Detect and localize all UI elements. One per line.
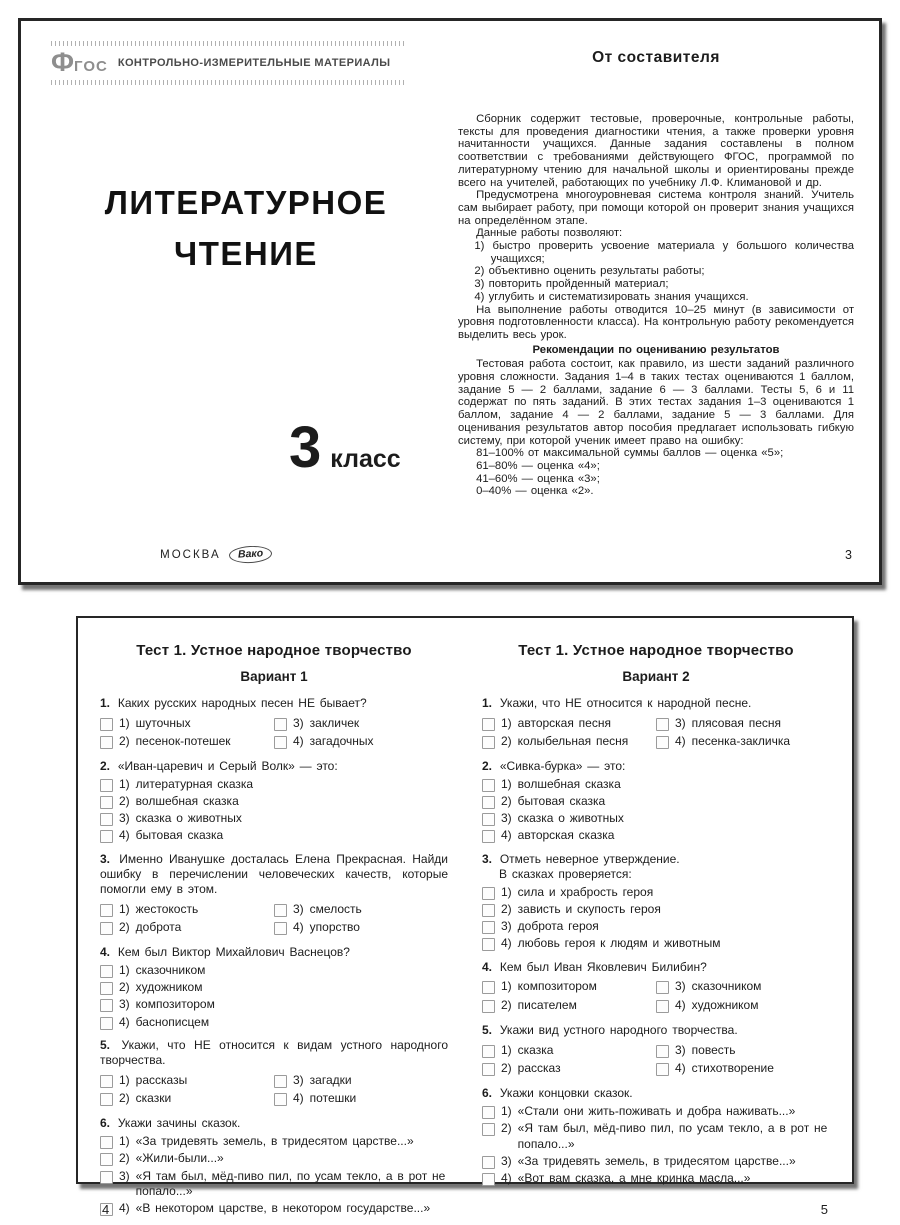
answer-option	[100, 811, 448, 827]
answer-checkbox[interactable]	[100, 813, 113, 826]
preface-paragraph: 4) углубить и систематизировать знания учащихся.	[474, 290, 749, 303]
question-text: 2. «Сивка-бурка» — это:	[482, 759, 626, 774]
question-number: 1.	[100, 696, 111, 710]
ruler-bottom-decoration	[51, 80, 407, 85]
answer-checkbox[interactable]	[100, 1093, 113, 1106]
answer-checkbox[interactable]	[482, 1123, 495, 1136]
preface-paragraph: 3) повторить пройденный материал;	[474, 278, 669, 291]
answer-checkbox[interactable]	[100, 796, 113, 809]
answer-checkbox[interactable]	[274, 904, 287, 917]
answer-checkbox[interactable]	[482, 1156, 495, 1169]
option-group	[100, 1071, 448, 1108]
option-label: бытовая сказка	[135, 828, 224, 843]
question-text: 4. Кем был Иван Яковлевич Билибин?	[482, 959, 707, 974]
option-number: 4)	[675, 998, 686, 1013]
option-label: композитором	[135, 997, 215, 1012]
answer-option	[100, 997, 448, 1013]
option-group	[100, 714, 448, 751]
answer-checkbox[interactable]	[482, 830, 495, 843]
answer-option	[482, 1061, 656, 1077]
preface-paragraph: 2) объективно оценить результаты работы;	[474, 265, 705, 278]
question	[100, 1038, 448, 1108]
option-group	[482, 1041, 830, 1078]
question-number: 1.	[482, 696, 493, 710]
option-label: «Вот вам сказка, а мне кринка масла...»	[517, 1171, 751, 1186]
option-label: потешки	[309, 1091, 357, 1106]
option-number: 4)	[675, 734, 686, 749]
answer-checkbox[interactable]	[100, 830, 113, 843]
option-number: 2)	[119, 920, 130, 935]
option-number: 2)	[501, 998, 512, 1013]
answer-checkbox[interactable]	[274, 1093, 287, 1106]
answer-checkbox[interactable]	[656, 718, 669, 731]
answer-option	[656, 1061, 830, 1077]
answer-option	[656, 998, 830, 1014]
answer-option	[100, 1169, 448, 1200]
option-label: доброта героя	[517, 919, 599, 934]
option-label: повесть	[691, 1042, 736, 1057]
answer-checkbox[interactable]	[274, 922, 287, 935]
preface-subheading: Рекомендации по оцениванию результатов	[532, 343, 780, 356]
option-number: 1)	[501, 885, 512, 900]
option-number: 3)	[675, 715, 686, 730]
option-group	[100, 777, 448, 844]
answer-option	[100, 1091, 274, 1107]
question	[100, 852, 448, 937]
answer-option	[100, 1134, 448, 1150]
option-number: 3)	[293, 715, 304, 730]
option-label: смелость	[309, 901, 362, 916]
preface-paragraph: 1) быстро проверить усвоение материала у большого количества учащихся;	[474, 240, 854, 265]
question-text: 6. Укажи зачины сказок.	[100, 1116, 241, 1131]
question-text: 2. «Иван-царевич и Серый Волк» — это:	[100, 759, 338, 774]
preface-paragraph: Данные работы позволяют:	[476, 227, 623, 240]
preface-paragraph: На выполнение работы отводится 10–25 минут (в зависимости от уровня подготовленности класса). На контрольную работу рекомендуется выделить весь урок.	[458, 303, 854, 341]
question	[100, 696, 448, 751]
option-number: 4)	[119, 1201, 130, 1216]
question	[482, 852, 830, 952]
answer-checkbox[interactable]	[482, 981, 495, 994]
option-group	[482, 1104, 830, 1186]
answer-option	[100, 1015, 448, 1031]
list-item-number: 3)	[474, 278, 485, 291]
list-item-number: 4)	[474, 290, 485, 303]
test-column	[100, 642, 448, 1225]
answer-checkbox[interactable]	[482, 1106, 495, 1119]
answer-checkbox[interactable]	[100, 1136, 113, 1149]
option-label: сказочником	[691, 979, 762, 994]
answer-checkbox[interactable]	[100, 904, 113, 917]
option-group	[100, 1134, 448, 1216]
answer-option	[482, 1043, 656, 1059]
answer-checkbox[interactable]	[100, 718, 113, 731]
option-number: 1)	[501, 979, 512, 994]
option-number: 4)	[293, 1091, 304, 1106]
answer-option	[482, 1104, 830, 1120]
answer-option	[482, 811, 830, 827]
option-number: 1)	[501, 1104, 512, 1119]
test-title: Тест 1. Устное народное творчество	[136, 642, 412, 659]
question	[100, 1116, 448, 1216]
option-number: 4)	[293, 734, 304, 749]
option-label: песенка-закличка	[691, 734, 791, 749]
variant-label: Вариант 2	[622, 669, 690, 684]
answer-checkbox[interactable]	[656, 1000, 669, 1013]
question-text: 5. Укажи, что НЕ относится к видам устного народного творчества.	[100, 1038, 448, 1068]
fgos-logo: ФГОС	[51, 47, 108, 77]
answer-option	[100, 920, 274, 936]
answer-option	[100, 963, 448, 979]
page-number: 3	[845, 548, 852, 562]
answer-option	[274, 734, 448, 750]
variant-label: Вариант 1	[240, 669, 308, 684]
answer-checkbox[interactable]	[100, 1153, 113, 1166]
answer-option	[656, 979, 830, 995]
option-number: 1)	[119, 1072, 130, 1087]
option-label: волшебная сказка	[517, 777, 621, 792]
answer-option	[482, 919, 830, 935]
answer-option	[482, 885, 830, 901]
answer-checkbox[interactable]	[482, 718, 495, 731]
answer-option	[100, 902, 274, 918]
question-text: 4. Кем был Виктор Михайлович Васнецов?	[100, 945, 350, 960]
answer-option	[274, 902, 448, 918]
option-number: 2)	[501, 794, 512, 809]
answer-option	[482, 828, 830, 844]
question	[100, 759, 448, 844]
question-text: 3. Именно Иванушке досталась Елена Прекрасная. Найди ошибку в перечислении человеческих качеств, которые помогли ему в этом.	[100, 852, 448, 897]
answer-checkbox[interactable]	[482, 887, 495, 900]
preface-paragraph: Предусмотрена многоуровневая система контроля знаний. Учитель сам выбирает работу, при помощи которой он проверит знания учащихся на определённом этапе.	[458, 189, 854, 227]
answer-checkbox[interactable]	[482, 1045, 495, 1058]
option-label: авторская сказка	[517, 828, 615, 843]
option-number: 3)	[119, 1168, 130, 1183]
option-number: 1)	[119, 1134, 130, 1149]
option-number: 2)	[119, 794, 130, 809]
question	[482, 960, 830, 1015]
option-number: 3)	[675, 979, 686, 994]
answer-option	[482, 1171, 830, 1187]
question-text: 6. Укажи концовки сказок.	[482, 1086, 633, 1101]
answer-checkbox[interactable]	[482, 779, 495, 792]
book-title-line2: ЧТЕНИЕ	[174, 235, 318, 273]
option-number: 4)	[501, 828, 512, 843]
grading-scale-line: 41–60% — оценка «3»;	[476, 472, 600, 485]
option-label: «Жили-были...»	[135, 1151, 224, 1166]
preface-body	[458, 113, 854, 498]
option-label: сказка о животных	[517, 811, 624, 826]
question-list	[482, 696, 830, 1187]
imprint-line	[51, 546, 381, 563]
answer-checkbox[interactable]	[656, 736, 669, 749]
question	[482, 1023, 830, 1078]
option-number: 2)	[501, 902, 512, 917]
option-label: писателем	[517, 998, 577, 1013]
option-label: сказочником	[135, 963, 206, 978]
preface-heading: От составителя	[592, 49, 720, 66]
cover-spread-page	[18, 18, 882, 585]
question-number: 4.	[482, 959, 493, 974]
answer-checkbox[interactable]	[100, 965, 113, 978]
option-number: 3)	[293, 901, 304, 916]
option-label: загадочных	[309, 734, 374, 749]
answer-checkbox[interactable]	[482, 904, 495, 917]
option-number: 4)	[119, 828, 130, 843]
question	[482, 1086, 830, 1186]
option-label: художником	[135, 980, 203, 995]
option-label: упорство	[309, 920, 360, 935]
option-label: «В некотором царстве, в некотором государстве...»	[135, 1201, 431, 1216]
page-number: 5	[820, 1201, 828, 1217]
test-column	[482, 642, 830, 1225]
option-label: загадки	[309, 1072, 352, 1087]
option-number: 1)	[119, 777, 130, 792]
answer-option	[274, 716, 448, 732]
option-number: 2)	[119, 1091, 130, 1106]
answer-checkbox[interactable]	[100, 922, 113, 935]
option-group	[482, 777, 830, 844]
option-label: зависть и скупость героя	[517, 902, 661, 917]
answer-checkbox[interactable]	[100, 1075, 113, 1088]
answer-option	[274, 1091, 448, 1107]
answer-option	[100, 794, 448, 810]
option-label: композитором	[517, 979, 597, 994]
answer-option	[100, 1201, 448, 1217]
grading-scale-line: 0–40% — оценка «2».	[476, 485, 594, 498]
answer-option	[100, 1073, 274, 1089]
answer-option	[100, 980, 448, 996]
option-label: «Стали они жить-поживать и добра наживать...»	[517, 1104, 796, 1119]
option-label: художником	[691, 998, 759, 1013]
answer-checkbox[interactable]	[656, 981, 669, 994]
option-number: 4)	[501, 1171, 512, 1186]
question-number: 6.	[100, 1116, 111, 1131]
option-label: любовь героя к людям и животным	[517, 936, 721, 951]
answer-checkbox[interactable]	[482, 736, 495, 749]
test-spread-page	[76, 616, 854, 1217]
option-label: «Я там был, мёд-пиво пил, по усам текло, а в рот не попало...»	[517, 1121, 828, 1151]
option-number: 3)	[293, 1072, 304, 1087]
answer-option	[100, 1151, 448, 1167]
option-label: сказки	[135, 1091, 172, 1106]
book-title-line1: ЛИТЕРАТУРНОЕ	[104, 184, 388, 221]
answer-checkbox[interactable]	[656, 1045, 669, 1058]
question	[482, 759, 830, 844]
option-label: «Я там был, мёд-пиво пил, по усам текло, а в рот не попало...»	[135, 1168, 446, 1199]
question	[482, 696, 830, 751]
option-label: «За тридевять земель, в тридесятом царстве...»	[517, 1154, 796, 1169]
question-number: 3.	[100, 852, 111, 867]
answer-option	[656, 716, 830, 732]
preface-paragraph: Тестовая работа состоит, как правило, из шести заданий различного уровня сложности. Задания 1–4 в таких тестах оцениваются 1 баллом, задание 5 — 2 баллами, задание 6 — 3 баллами. Тесты 5, 6 и 11 содержат по пять заданий. В этих тестах задания 1–3 оцениваются 1 баллом, задание 4 — 2 баллами, задание 5 — 3 баллами. Для оценивания результатов автор пособия предлагает использовать гибкую систему, при которой ученик имеет право на ошибку:	[458, 358, 854, 447]
option-label: доброта	[135, 920, 182, 935]
option-label: песенок-потешек	[135, 734, 231, 749]
answer-option	[100, 734, 274, 750]
option-number: 4)	[675, 1061, 686, 1076]
answer-option	[482, 734, 656, 750]
answer-option	[100, 716, 274, 732]
option-number: 4)	[293, 920, 304, 935]
answer-checkbox[interactable]	[100, 1171, 113, 1184]
answer-checkbox[interactable]	[274, 1075, 287, 1088]
series-band	[51, 41, 407, 85]
option-group	[482, 978, 830, 1015]
option-group	[100, 963, 448, 1030]
question-text: 1. Каких русских народных песен НЕ бывает?	[100, 696, 367, 710]
list-item-number: 1)	[474, 240, 485, 253]
question-number: 2.	[100, 759, 111, 774]
question-text: 5. Укажи вид устного народного творчества.	[482, 1023, 738, 1038]
option-number: 3)	[501, 1154, 512, 1169]
option-number: 2)	[119, 1151, 130, 1166]
answer-checkbox[interactable]	[482, 813, 495, 826]
option-number: 1)	[501, 777, 512, 792]
grade-word: класс	[330, 445, 401, 473]
question-text: 3. Отметь неверное утверждение.	[482, 852, 680, 867]
question-number: 3.	[482, 852, 493, 867]
answer-option	[482, 1154, 830, 1170]
answer-option	[482, 777, 830, 793]
answer-checkbox[interactable]	[482, 1173, 495, 1186]
option-number: 2)	[119, 734, 130, 749]
option-label: бытовая сказка	[517, 794, 606, 809]
question-text: 1. Укажи, что НЕ относится к народной песне.	[482, 696, 752, 710]
answer-option	[482, 716, 656, 732]
answer-checkbox[interactable]	[100, 736, 113, 749]
answer-option	[482, 1121, 830, 1152]
title-page	[51, 41, 441, 564]
option-label: авторская песня	[517, 715, 611, 730]
answer-checkbox[interactable]	[656, 1063, 669, 1076]
grade-number: 3	[289, 415, 322, 480]
answer-option	[656, 734, 830, 750]
option-label: колыбельная песня	[517, 734, 629, 749]
book-title	[51, 177, 441, 279]
answer-checkbox[interactable]	[100, 999, 113, 1012]
option-group	[482, 885, 830, 952]
option-number: 2)	[501, 1061, 512, 1076]
series-label: КОНТРОЛЬНО-ИЗМЕРИТЕЛЬНЫЕ МАТЕРИАЛЫ	[117, 56, 391, 69]
question-number: 5.	[100, 1038, 111, 1053]
option-number: 2)	[501, 734, 512, 749]
answer-option	[100, 777, 448, 793]
option-number: 3)	[501, 811, 512, 826]
answer-option	[274, 920, 448, 936]
answer-checkbox[interactable]	[482, 1000, 495, 1013]
answer-option	[482, 794, 830, 810]
option-number: 2)	[501, 1121, 512, 1136]
option-label: баснописцем	[135, 1014, 210, 1029]
question-list	[100, 696, 448, 1217]
option-number: 2)	[119, 980, 130, 995]
option-group	[482, 714, 830, 751]
option-label: волшебная сказка	[135, 794, 239, 809]
answer-checkbox[interactable]	[100, 779, 113, 792]
answer-checkbox[interactable]	[482, 921, 495, 934]
answer-option	[482, 902, 830, 918]
question-number: 4.	[100, 945, 111, 960]
option-number: 1)	[119, 963, 130, 978]
option-number: 4)	[119, 1014, 130, 1029]
answer-option	[482, 979, 656, 995]
option-label: литературная сказка	[135, 777, 254, 792]
option-number: 3)	[675, 1042, 686, 1057]
grade-block	[289, 415, 401, 480]
option-number: 3)	[501, 919, 512, 934]
option-number: 1)	[119, 901, 130, 916]
option-label: «За тридевять земель, в тридесятом царстве...»	[135, 1134, 414, 1149]
answer-checkbox[interactable]	[100, 1017, 113, 1030]
question-number: 5.	[482, 1023, 493, 1038]
preface-page	[458, 43, 854, 562]
answer-checkbox[interactable]	[482, 1063, 495, 1076]
grading-scale-line: 61–80% — оценка «4»;	[476, 459, 600, 472]
grading-scale-line: 81–100% от максимальной суммы баллов — оценка «5»;	[476, 447, 784, 460]
option-number: 1)	[501, 715, 512, 730]
answer-option	[100, 828, 448, 844]
preface-paragraph: Сборник содержит тестовые, проверочные, контрольные работы, тексты для проведения диагностики чтения, а также проверки уровня начитанности учащихся. Данные задания составлены в полном соответствии с требованиями действующего ФГОС, программой по литературному чтению для начальной школы и ориентированы прежде всего на учителей, работающих по учебнику Л.Ф. Климановой и др.	[458, 113, 854, 189]
option-label: стихотворение	[691, 1061, 774, 1076]
list-item-number: 2)	[474, 265, 485, 278]
answer-option	[274, 1073, 448, 1089]
answer-checkbox[interactable]	[482, 938, 495, 951]
option-label: шуточных	[135, 715, 191, 730]
option-number: 3)	[119, 997, 130, 1012]
option-label: сказка о животных	[135, 811, 242, 826]
answer-checkbox[interactable]	[274, 718, 287, 731]
answer-checkbox[interactable]	[482, 796, 495, 809]
option-label: жестокость	[135, 901, 199, 916]
question	[100, 945, 448, 1030]
option-number: 3)	[119, 811, 130, 826]
option-label: плясовая песня	[691, 715, 782, 730]
option-group	[100, 900, 448, 937]
option-number: 1)	[501, 1042, 512, 1057]
answer-option	[482, 998, 656, 1014]
question-number: 6.	[482, 1086, 493, 1101]
option-label: рассказ	[517, 1061, 561, 1076]
option-label: рассказы	[135, 1072, 188, 1087]
option-number: 1)	[119, 715, 130, 730]
test-title: Тест 1. Устное народное творчество	[518, 642, 794, 659]
question-number: 2.	[482, 759, 493, 774]
imprint-city: МОСКВА	[160, 548, 221, 561]
question-subtext: В сказках проверяется:	[499, 867, 632, 882]
vako-publisher-logo: Вако	[228, 545, 272, 564]
option-label: сказка	[517, 1042, 554, 1057]
answer-checkbox[interactable]	[274, 736, 287, 749]
option-label: сила и храбрость героя	[517, 885, 654, 900]
page-number: 4	[102, 1201, 110, 1217]
answer-checkbox[interactable]	[100, 982, 113, 995]
option-number: 4)	[501, 936, 512, 951]
answer-option	[482, 936, 830, 952]
answer-option	[656, 1043, 830, 1059]
option-label: закличек	[309, 715, 360, 730]
